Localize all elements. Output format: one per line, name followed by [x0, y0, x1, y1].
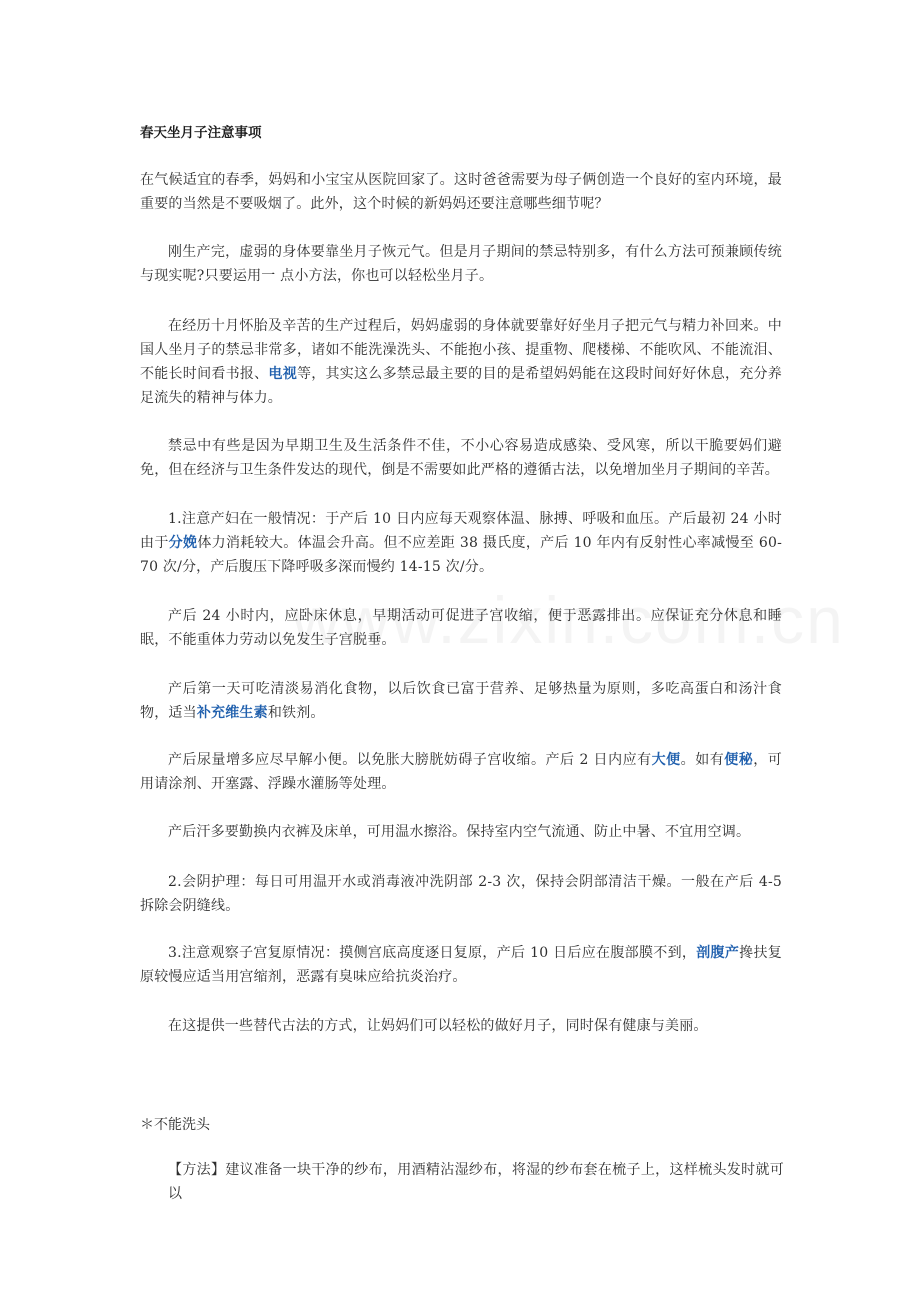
paragraph-2 [140, 240, 782, 288]
paragraph-text: 禁忌中有些是因为早期卫生及生活条件不佳，不小心容易造成感染、受风寒，所以干脆要妈们避免，但在经济与卫生条件发达的现代，倒是不需要如此严格的遵循古法，以免增加坐月子期间的辛苦。 [140, 438, 782, 478]
link-constipation[interactable]: 便秘 [724, 752, 754, 768]
paragraph-7 [140, 677, 782, 725]
paragraph-text: 1.注意产妇在一般情况：于产后 10 日内应每天观察体温、脉搏、呼吸和血压。产后最初 24 小时由于 [140, 511, 782, 551]
paragraph-text: 【方法】建议准备一块干净的纱布，用酒精沾湿纱布，将湿的纱布套在梳子上，这样梳头发时就可以 [168, 1162, 784, 1202]
paragraph-text: 在气候适宜的春季，妈妈和小宝宝从医院回家了。这时爸爸需要为母子俩创造一个良好的室内环境，最重要的当然是不要吸烟了。此外，这个时候的新妈妈还要注意哪些细节呢？ [140, 172, 782, 212]
paragraph-text: 。如有 [680, 752, 725, 768]
paragraph-text: 2.会阴护理：每日可用温开水或消毒液冲洗阴部 2-3 次，保持会阴部清洁干燥。一般在产后 4-5 拆除会阴缝线。 [140, 874, 782, 914]
paragraph-5 [140, 507, 782, 579]
paragraph-text: 和铁剂。 [267, 705, 325, 721]
paragraph-text: 产后第一天可吃清淡易消化食物，以后饮食已富于营养、足够热量为原则，多吃高蛋白和汤汁食物，适当 [140, 681, 782, 721]
paragraph-text: 等，其实这么多禁忌最主要的目的是希望妈妈能在这段时间好好休息，充分养足流失的精神与体力。 [140, 366, 782, 406]
paragraph-text: 刚生产完，虚弱的身体要靠坐月子恢元气。但是月子期间的禁忌特别多，有什么方法可预兼顾传统与现实呢?只要运用一 点小方法，你也可以轻松坐月子。 [140, 244, 782, 284]
paragraph-9 [140, 820, 782, 844]
paragraph-text: 搀扶复原较慢应适当用宫缩剂，恶露有臭味应给抗炎治疗。 [140, 945, 782, 985]
paragraph-text: 3.注意观察子宫复原情况：摸侧宫底高度逐日复原，产后 10 日后应在腹部膜不到， [168, 945, 697, 961]
paragraph-text: 产后汗多要勤换内衣裤及床单，可用温水擦浴。保持室内空气流通、防止中暑、不宜用空调。 [168, 824, 751, 840]
link-delivery[interactable]: 分娩 [168, 535, 198, 551]
paragraph-text: 在这提供一些替代古法的方式，让妈妈们可以轻松的做好月子，同时保有健康与美丽。 [168, 1018, 708, 1034]
paragraph-text: 产后 24 小时内，应卧床休息，早期活动可促进子宫收缩，便于恶露排出。应保证充分休息和睡眠，不能重体力劳动以免发生子宫脱垂。 [140, 608, 782, 648]
paragraph-6 [140, 604, 782, 652]
paragraph-text: 体力消耗较大。体温会升高。但不应差距 38 摄氏度，产后 10 年内有反射性心率减慢至 60-70 次/分，产后腹压下降呼吸多深而慢约 14-15 次/分。 [140, 535, 783, 575]
paragraph-3 [140, 314, 782, 410]
page-title: 春天坐月子注意事项 [140, 125, 262, 141]
paragraph-10 [140, 870, 782, 918]
link-tv[interactable]: 电视 [268, 366, 297, 382]
link-stool[interactable]: 大便 [651, 752, 681, 768]
section-heading: ＊不能洗头 [140, 1117, 210, 1133]
paragraph-text: ，可用请涂剂、开塞露、浮躁水灌肠等处理。 [140, 752, 782, 792]
paragraph-8 [140, 748, 782, 796]
paragraph-method [168, 1158, 784, 1206]
link-cesarean[interactable]: 剖腹产 [696, 945, 740, 961]
paragraph-11 [140, 941, 782, 989]
paragraph-text: 在经历十月怀胎及辛苦的生产过程后，妈妈虚弱的身体就要靠好好坐月子把元气与精力补回来。中国人坐月子的禁忌非常多，诸如不能洗澡洗头、不能抱小孩、提重物、爬楼梯、不能吹风、不能流泪、不能长时间看书报、 [140, 318, 782, 382]
paragraph-intro [140, 168, 782, 216]
link-vitamins[interactable]: 补充维生素 [196, 705, 268, 721]
paragraph-4 [140, 434, 782, 482]
paragraph-12 [140, 1014, 782, 1038]
paragraph-text: 产后尿量增多应尽早解小便。以免胀大膀胱妨碍子宫收缩。产后 2 日内应有 [168, 752, 652, 768]
